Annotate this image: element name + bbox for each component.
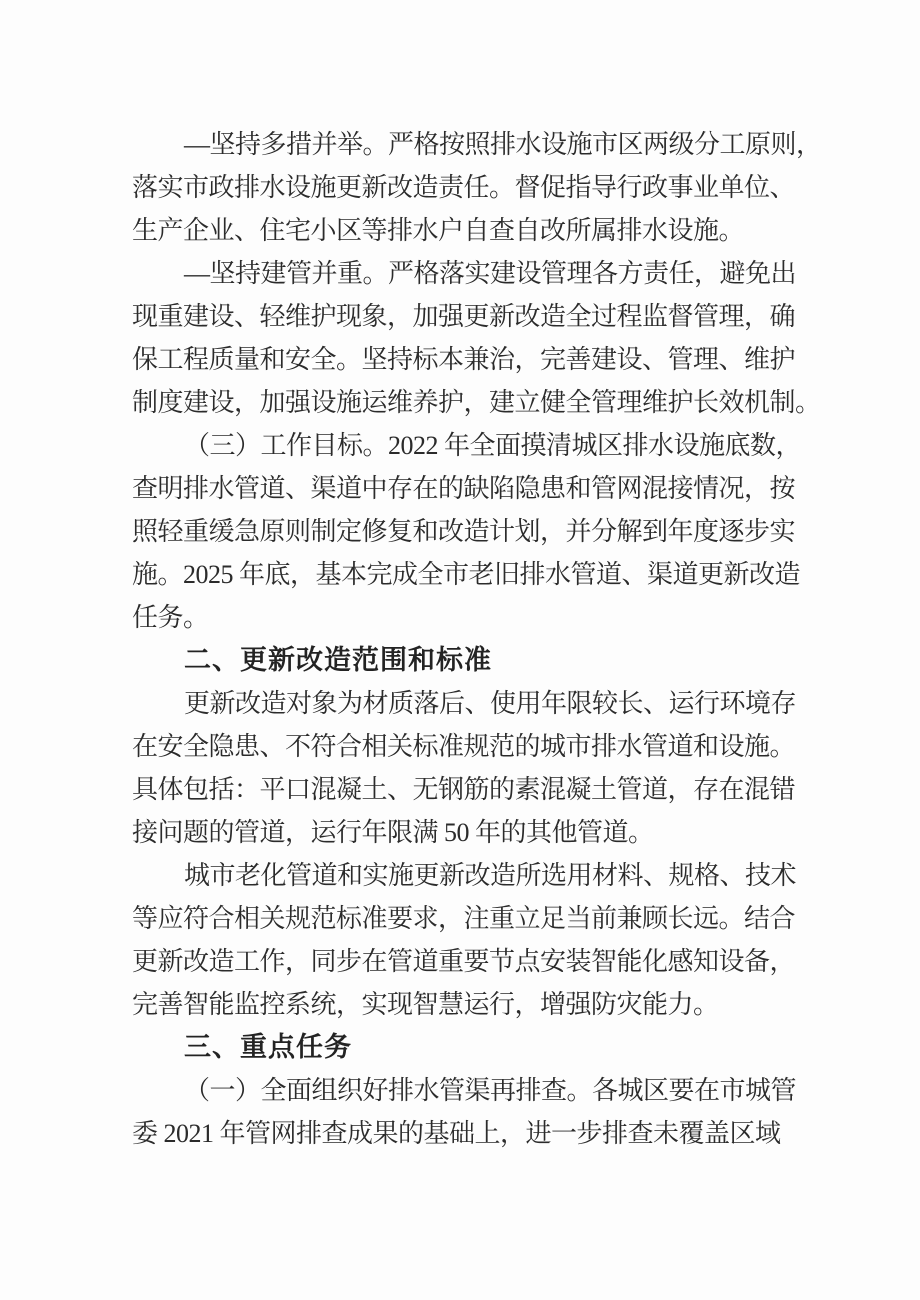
text-line: [132, 381, 821, 424]
paragraph-lead: （三）工作目标。: [184, 431, 389, 460]
text-line: [132, 596, 804, 639]
paragraph-text: 照轻重缓急原则制定修复和改造计划，并分解到年度逐步实: [132, 517, 796, 546]
section-heading-2: [132, 639, 804, 682]
paragraph-text: 更新改造工作，同步在管道重要节点安装智能化感知设备，: [132, 947, 796, 976]
paragraph-text: 2022 年全面摸清城区排水设施底数，: [388, 431, 802, 460]
paragraph-lead: —坚持建管并重。: [184, 259, 389, 288]
text-line: [132, 725, 804, 768]
document-body: [132, 123, 822, 1155]
text-line: [132, 295, 804, 338]
text-line: [132, 338, 804, 381]
paragraph-text: 生产企业、住宅小区等排水户自查自改所属排水设施。: [132, 216, 745, 245]
text-line: [132, 1112, 804, 1155]
paragraph-lead: —坚持多措并举。: [184, 130, 389, 159]
text-line: [132, 123, 822, 166]
paragraph-text: 保工程质量和安全。坚持标本兼治，完善建设、管理、维护: [132, 345, 796, 374]
paragraph-text: 落实市政排水设施更新改造责任。督促指导行政事业单位、: [132, 173, 796, 202]
paragraph-text: 查明排水管道、渠道中存在的缺陷隐患和管网混接情况，按: [132, 474, 796, 503]
text-line: [132, 897, 804, 940]
text-line: [132, 553, 804, 596]
paragraph-text: 具体包括：平口混凝土、无钢筋的素混凝土管道，存在混错: [132, 775, 796, 804]
paragraph-text: 现重建设、轻维护现象，加强更新改造全过程监督管理，确: [132, 302, 796, 331]
paragraph-text: 在安全隐患、不符合相关标准规范的城市排水管道和设施。: [132, 732, 796, 761]
paragraph-text: 更新改造对象为材质落后、使用年限较长、运行环境存: [184, 689, 797, 718]
paragraph-lead: （一）全面组织好排水管渠再排查。: [184, 1076, 593, 1105]
text-line: [132, 940, 804, 983]
paragraph-text: 严格落实建设管理各方责任，避免出: [388, 259, 797, 288]
text-line: [132, 209, 804, 252]
text-line: [132, 510, 804, 553]
text-line: [132, 682, 804, 725]
paragraph-text: 接问题的管道，运行年限满 50 年的其他管道。: [132, 818, 654, 847]
text-line: [132, 467, 804, 510]
paragraph-text: 完善智能监控系统，实现智慧运行，增强防灾能力。: [132, 990, 719, 1019]
paragraph-text: 施。2025 年底，基本完成全市老旧排水管道、渠道更新改造: [132, 560, 801, 589]
paragraph-text: 各城区要在市城管: [592, 1076, 797, 1105]
section-heading-text: 三、重点任务: [184, 1032, 352, 1062]
paragraph-text: 等应符合相关规范标准要求，注重立足当前兼顾长远。结合: [132, 904, 796, 933]
paragraph-text: 城市老化管道和实施更新改造所选用材料、规格、技术: [184, 861, 797, 890]
text-line: [132, 166, 804, 209]
paragraph-text: 任务。: [132, 603, 209, 632]
text-line: [132, 854, 804, 897]
paragraph-text: 制度建设，加强设施运维养护，建立健全管理维护长效机制。: [132, 388, 821, 417]
text-line: [132, 1069, 804, 1112]
paragraph-text: 严格按照排水设施市区两级分工原则，: [388, 130, 822, 159]
text-line: [132, 252, 804, 295]
section-heading-text: 二、更新改造范围和标准: [184, 645, 492, 675]
text-line: [132, 768, 804, 811]
text-line: [132, 983, 804, 1026]
section-heading-3: [132, 1026, 804, 1069]
paragraph-text: 委 2021 年管网排查成果的基础上，进一步排查未覆盖区域: [132, 1119, 781, 1148]
text-line: [132, 424, 804, 467]
text-line: [132, 811, 804, 854]
